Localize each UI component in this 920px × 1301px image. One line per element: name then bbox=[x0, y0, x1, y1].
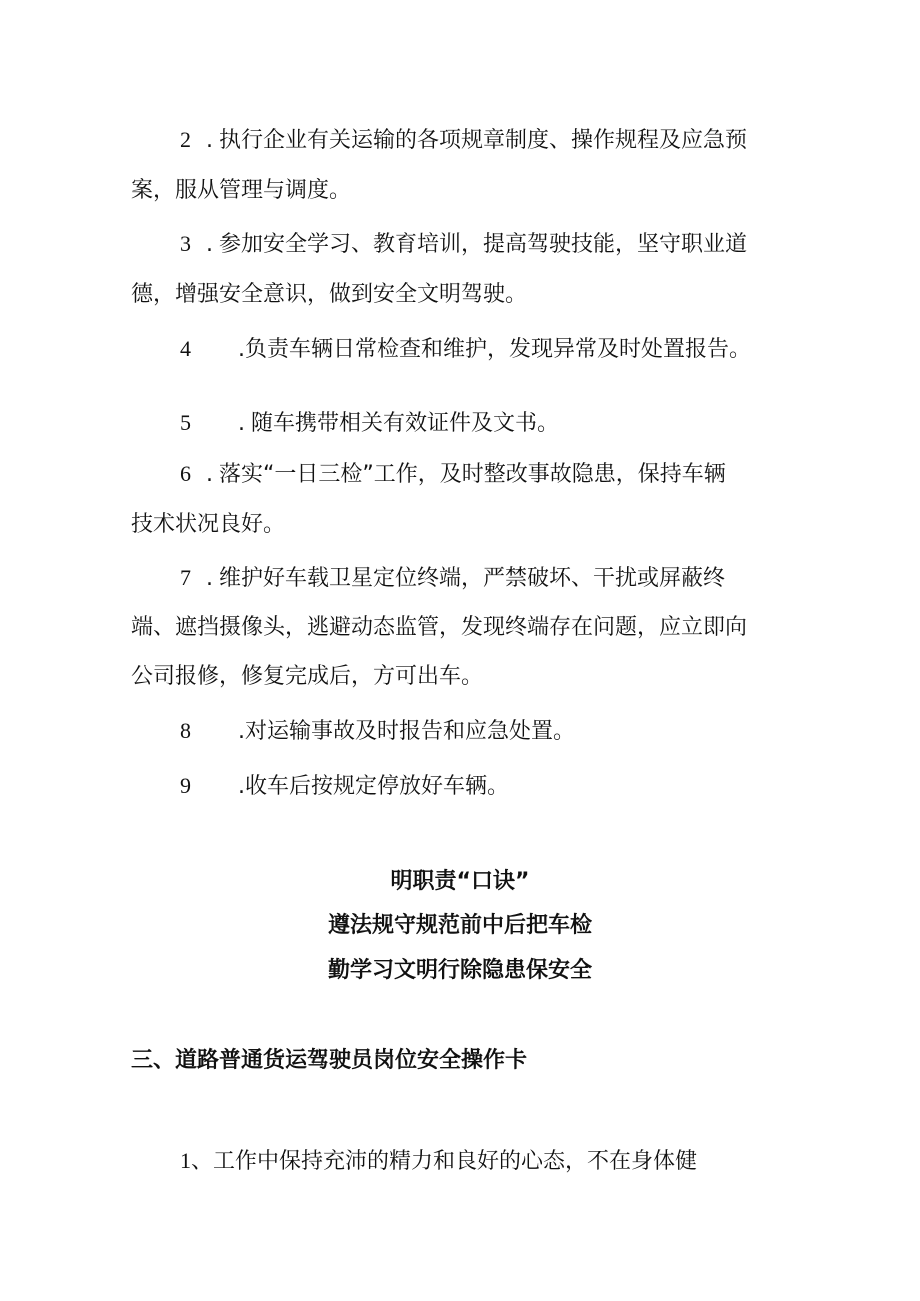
item-separator: . bbox=[238, 774, 245, 799]
item-separator: . bbox=[206, 232, 213, 257]
section-item-1 bbox=[180, 1146, 697, 1177]
list-item-9 bbox=[180, 771, 509, 802]
item-number: 6 bbox=[180, 461, 191, 486]
list-item-3-continuation: 德，增强安全意识，做到安全文明驾驶。 bbox=[131, 282, 528, 307]
item-text: 对运输事故及时报告和应急处置。 bbox=[245, 719, 576, 744]
item-separator: . bbox=[206, 462, 213, 487]
item-separator: . bbox=[206, 128, 213, 153]
item-text: 负责车辆日常检查和维护，发现异常及时处置报告。 bbox=[245, 337, 752, 362]
list-item-3 bbox=[180, 229, 747, 260]
item-number: 4 bbox=[180, 336, 191, 361]
item-text: 、工作中保持充沛的精力和良好的心态，不在身体健 bbox=[191, 1149, 698, 1174]
list-item-7-continuation: 公司报修，修复完成后，方可出车。 bbox=[131, 664, 484, 689]
list-item-5 bbox=[180, 408, 559, 439]
list-item-2-continuation: 案，服从管理与调度。 bbox=[131, 178, 352, 203]
item-separator: . bbox=[238, 411, 245, 436]
list-item-6-continuation: 技术状况良好。 bbox=[131, 512, 286, 537]
item-text: 执行企业有关运输的各项规章制度、操作规程及应急预 bbox=[219, 128, 748, 153]
slogan-line-1: 遵法规守规范前中后把车检 bbox=[327, 913, 592, 938]
item-text: 维护好车载卫星定位终端，严禁破坏、干扰或屏蔽终 bbox=[219, 566, 726, 591]
item-number: 3 bbox=[180, 231, 191, 256]
item-text: 落实“一日三检”工作，及时整改事故隐患，保持车辆 bbox=[219, 462, 726, 487]
item-text: 收车后按规定停放好车辆。 bbox=[245, 774, 510, 799]
item-number: 1 bbox=[180, 1148, 191, 1173]
list-item-4 bbox=[180, 334, 751, 365]
slogan-title: 明职责“口诀” bbox=[390, 869, 530, 894]
item-number: 8 bbox=[180, 718, 191, 743]
list-item-6 bbox=[180, 459, 726, 490]
item-separator: . bbox=[238, 719, 245, 744]
item-number: 2 bbox=[180, 127, 191, 152]
item-number: 5 bbox=[180, 410, 191, 435]
item-text: 参加安全学习、教育培训，提高驾驶技能，坚守职业道 bbox=[219, 232, 748, 257]
list-item-7 bbox=[180, 563, 725, 594]
item-text: 随车携带相关有效证件及文书。 bbox=[251, 411, 560, 436]
item-separator: . bbox=[206, 566, 213, 591]
item-separator: . bbox=[238, 337, 245, 362]
list-item-2 bbox=[180, 125, 747, 156]
section-heading: 三、道路普通货运驾驶员岗位安全操作卡 bbox=[131, 1048, 528, 1073]
item-number: 9 bbox=[180, 773, 191, 798]
slogan-line-2: 勤学习文明行除隐患保安全 bbox=[327, 958, 592, 983]
item-number: 7 bbox=[180, 565, 191, 590]
list-item-8 bbox=[180, 716, 575, 747]
list-item-7-continuation: 端、遮挡摄像头，逃避动态监管，发现终端存在问题，应立即向 bbox=[131, 615, 748, 640]
